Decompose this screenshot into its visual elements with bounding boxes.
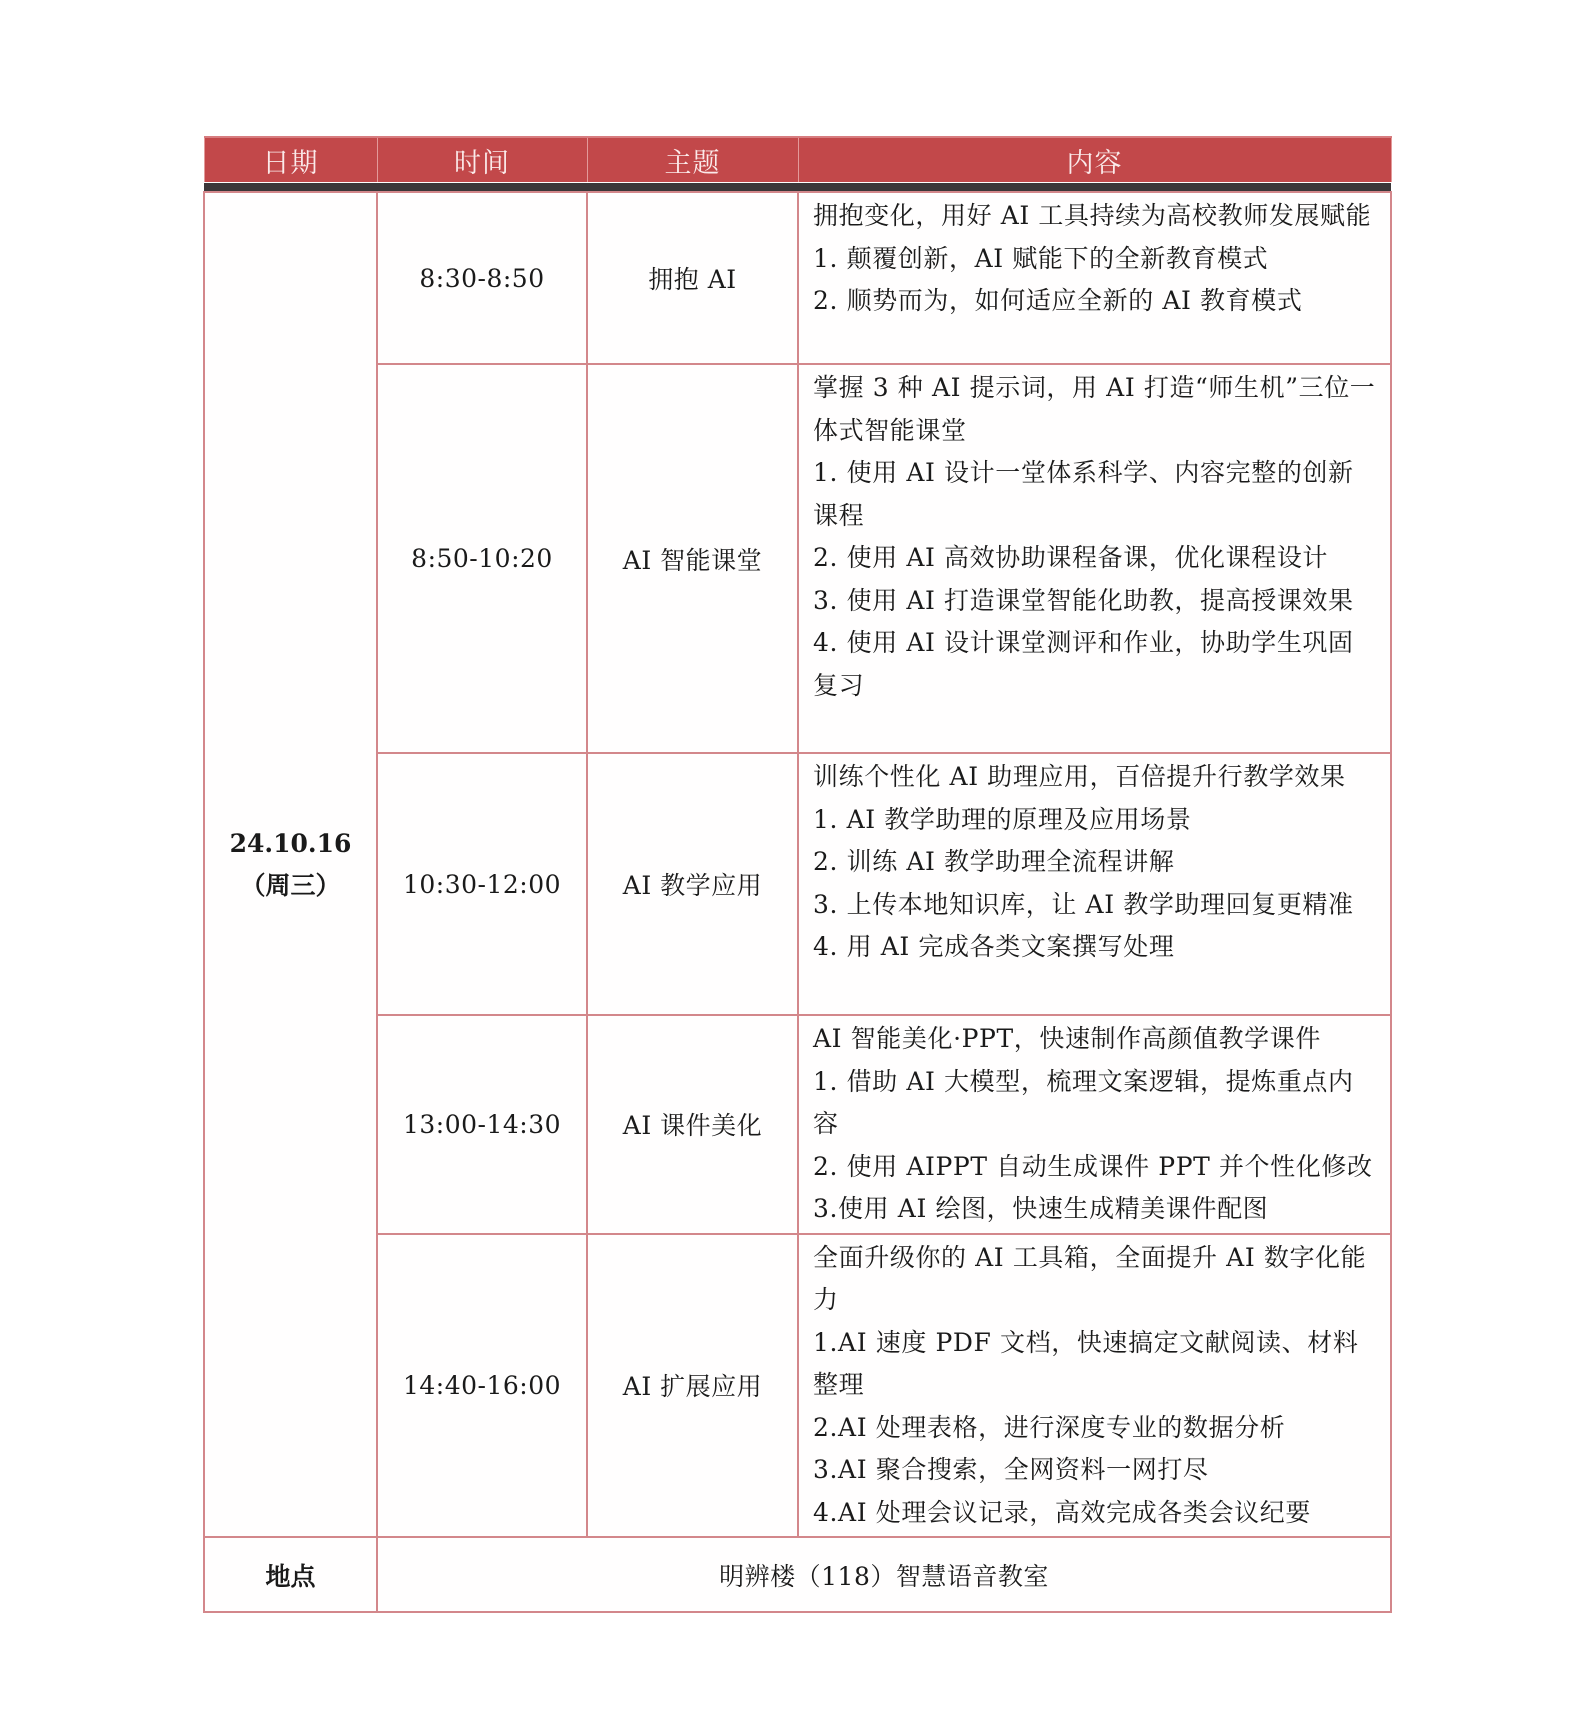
content-cell bbox=[798, 364, 1391, 753]
date-cell bbox=[204, 192, 377, 1537]
location-label: 地点 bbox=[204, 1537, 377, 1612]
table-row bbox=[204, 364, 1391, 753]
content-line: 1. 颠覆创新，AI 赋能下的全新教育模式 bbox=[813, 243, 1269, 273]
content-line: 4. 用 AI 完成各类文案撰写处理 bbox=[813, 932, 1175, 961]
content-line: 2. 训练 AI 教学助理全流程讲解 bbox=[813, 847, 1175, 876]
content-line: 掌握 3 种 AI 提示词，用 AI 打造“师生机”三位一体式智能课堂 bbox=[813, 373, 1376, 445]
content-line: 训练个性化 AI 助理应用，百倍提升行教学效果 bbox=[813, 762, 1346, 791]
table-header-row bbox=[204, 137, 1391, 183]
time-cell: 13:00-14:30 bbox=[377, 1015, 587, 1234]
content-line: 1.AI 速度 PDF 文档，快速搞定文献阅读、材料整理 bbox=[813, 1327, 1359, 1399]
topic-cell: AI 智能课堂 bbox=[587, 364, 798, 753]
table-row bbox=[204, 753, 1391, 1015]
weekday-value: （周三） bbox=[240, 870, 341, 900]
header-topic: 主题 bbox=[587, 137, 798, 183]
date-value: 24.10.16 bbox=[229, 828, 352, 858]
header-time: 时间 bbox=[377, 137, 587, 183]
content-cell bbox=[798, 192, 1391, 364]
time-cell: 10:30-12:00 bbox=[377, 753, 587, 1015]
topic-cell: AI 扩展应用 bbox=[587, 1234, 798, 1538]
content-line: 2.AI 处理表格，进行深度专业的数据分析 bbox=[813, 1412, 1286, 1442]
schedule-document bbox=[203, 136, 1390, 1613]
content-cell bbox=[798, 1234, 1391, 1538]
content-line: 全面升级你的 AI 工具箱，全面提升 AI 数字化能力 bbox=[813, 1242, 1367, 1314]
location-value: 明辨楼（118）智慧语音教室 bbox=[377, 1537, 1391, 1612]
topic-cell: AI 课件美化 bbox=[587, 1015, 798, 1234]
header-content: 内容 bbox=[798, 137, 1391, 183]
content-line: AI 智能美化·PPT，快速制作高颜值教学课件 bbox=[813, 1024, 1321, 1053]
header-divider-bar bbox=[204, 183, 1391, 193]
table-row bbox=[204, 192, 1391, 364]
header-date: 日期 bbox=[204, 137, 377, 183]
content-line: 3. 上传本地知识库，让 AI 教学助理回复更精准 bbox=[813, 889, 1354, 919]
topic-cell: 拥抱 AI bbox=[587, 192, 798, 364]
content-line: 1. AI 教学助理的原理及应用场景 bbox=[813, 804, 1192, 834]
content-line: 1. 借助 AI 大模型，梳理文案逻辑，提炼重点内容 bbox=[813, 1066, 1354, 1138]
schedule-table bbox=[203, 136, 1392, 1613]
content-line: 3.AI 聚合搜索，全网资料一网打尽 bbox=[813, 1455, 1209, 1484]
table-row bbox=[204, 1234, 1391, 1538]
content-line: 2. 使用 AIPPT 自动生成课件 PPT 并个性化修改 bbox=[813, 1151, 1373, 1181]
content-cell bbox=[798, 753, 1391, 1015]
location-row bbox=[204, 1537, 1391, 1612]
content-line: 2. 顺势而为，如何适应全新的 AI 教育模式 bbox=[813, 286, 1303, 315]
time-cell: 8:50-10:20 bbox=[377, 364, 587, 753]
content-line: 拥抱变化，用好 AI 工具持续为高校教师发展赋能 bbox=[813, 201, 1372, 230]
table-row bbox=[204, 1015, 1391, 1234]
content-line: 3.使用 AI 绘图，快速生成精美课件配图 bbox=[813, 1194, 1269, 1223]
content-line: 2. 使用 AI 高效协助课程备课，优化课程设计 bbox=[813, 543, 1329, 572]
content-line: 1. 使用 AI 设计一堂体系科学、内容完整的创新课程 bbox=[813, 458, 1354, 530]
time-cell: 14:40-16:00 bbox=[377, 1234, 587, 1538]
content-line: 3. 使用 AI 打造课堂智能化助教，提高授课效果 bbox=[813, 585, 1354, 615]
content-cell bbox=[798, 1015, 1391, 1234]
content-line: 4. 使用 AI 设计课堂测评和作业，协助学生巩固复习 bbox=[813, 628, 1354, 700]
time-cell: 8:30-8:50 bbox=[377, 192, 587, 364]
topic-cell: AI 教学应用 bbox=[587, 753, 798, 1015]
content-line: 4.AI 处理会议记录，高效完成各类会议纪要 bbox=[813, 1497, 1311, 1527]
